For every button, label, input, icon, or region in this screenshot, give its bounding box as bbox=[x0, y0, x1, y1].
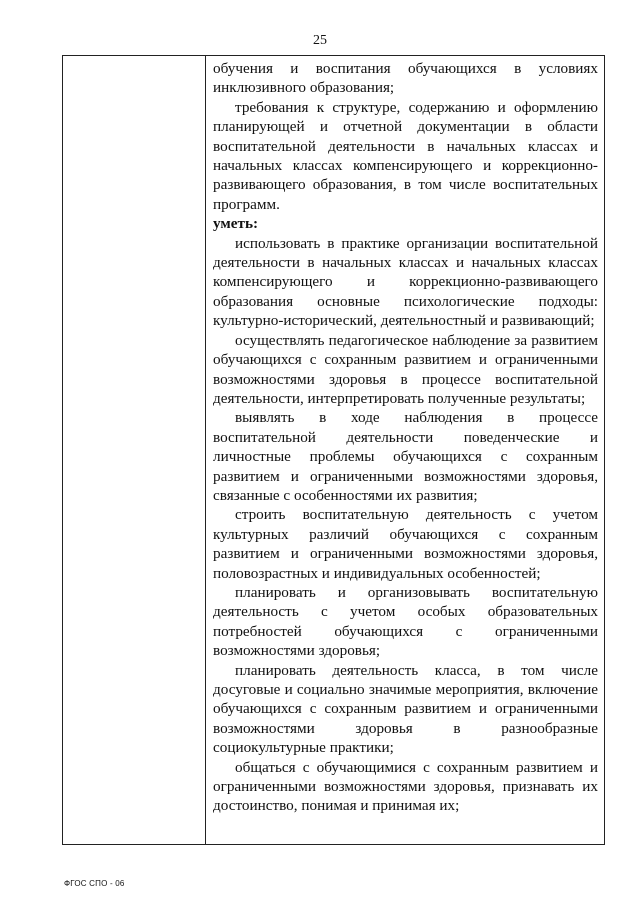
skill-item: планировать и организовывать воспитательную деятельность с учетом особых образовательных потребностей обучающихся с ограниченными возможностями здоровья; bbox=[213, 583, 598, 660]
skill-item: строить воспитательную деятельность с учетом культурных различий обучающихся с сохранным развитием и ограниченными возможностями здоровья, половозрастных и индивидуальных особенностей; bbox=[213, 506, 598, 582]
skill-item: использовать в практике организации воспитательной деятельности в начальных классах и начальных классах компенсирующего и коррекционно-развивающего образования основные психологические подходы: культурно-исторический, деятельностный и развивающий; bbox=[213, 234, 598, 330]
skill-item: общаться с обучающимися с сохранным развитием и ограниченными возможностями здоровья, признавать их достоинство, понимая и принимая их; bbox=[213, 758, 598, 815]
page-number: 25 bbox=[313, 33, 327, 48]
paragraph-continuation: обучения и воспитания обучающихся в условиях инклюзивного образования; bbox=[213, 60, 598, 97]
paragraph-requirements: требования к структуре, содержанию и оформлению планирующей и отчетной документации в области воспитательной деятельности в начальных классах и начальных классах компенсирующего и коррекционно-развивающего образования, в том числе воспитательных программ. bbox=[213, 98, 598, 213]
footer-code: ФГОС СПО - 06 bbox=[64, 879, 125, 888]
skills-heading: уметь: bbox=[213, 215, 259, 233]
table-right-cell bbox=[206, 56, 604, 844]
table-left-cell bbox=[63, 56, 206, 844]
skill-item: планировать деятельность класса, в том числе досуговые и социально значимые мероприятия, включение обучающихся с сохранным развитием и ограниченными возможностями здоровья в разнообразные социокультурные практики; bbox=[213, 661, 598, 757]
skill-item: выявлять в ходе наблюдения в процессе воспитательной деятельности поведенческие и личностные проблемы обучающихся с сохранным развитием и ограниченными возможностями здоровья, связанные с особенностями их развития; bbox=[213, 409, 598, 504]
skill-item: осуществлять педагогическое наблюдение за развитием обучающихся с сохранным развитием и ограниченными возможностями здоровья в процессе воспитательной деятельности, интерпретировать полученные результаты; bbox=[213, 331, 598, 407]
standards-table bbox=[62, 55, 605, 845]
